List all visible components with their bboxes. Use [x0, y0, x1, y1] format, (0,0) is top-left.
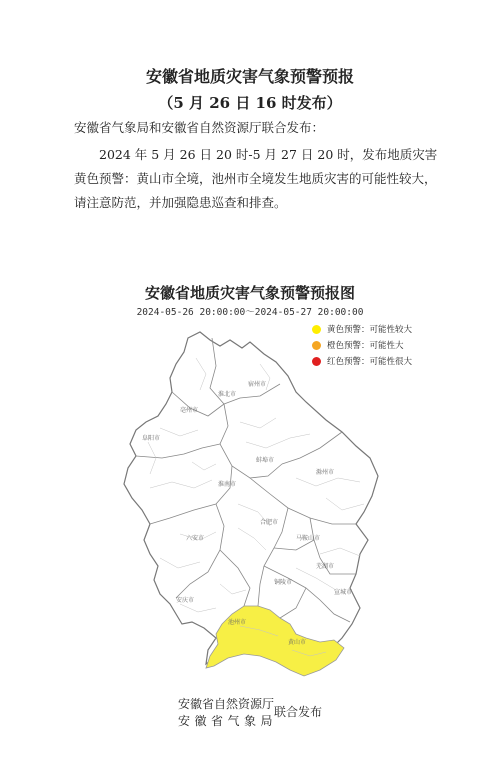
- city-label-huainan: 淮南市: [218, 481, 237, 488]
- orange-dot-icon: [312, 341, 321, 350]
- footer-joint-release: 联合发布: [274, 705, 323, 719]
- intro-text: 安徽省气象局和安徽省自然资源厅联合发布：: [74, 120, 325, 135]
- map-legend: [302, 320, 424, 368]
- city-label-bengbu: 蚌埠市: [256, 457, 275, 464]
- map-title: 安徽省地质灾害气象预警预报图: [144, 284, 355, 302]
- legend-item-orange: [302, 338, 424, 352]
- city-label-chizhou: 池州市: [228, 619, 247, 626]
- legend-item-yellow: [302, 322, 424, 336]
- city-label-wuhu: 芜湖市: [316, 563, 335, 570]
- city-label-maanshan: 马鞍山市: [296, 535, 321, 542]
- city-label-luan: 六安市: [186, 535, 205, 542]
- city-label-fuyang: 阜阳市: [142, 435, 161, 442]
- legend-label: 红色预警：可能性很大: [327, 357, 413, 367]
- yellow-dot-icon: [312, 325, 321, 334]
- city-label-bozhou: 亳州市: [180, 407, 199, 414]
- anhui-warning-map: [120, 318, 400, 678]
- legend-item-red: [302, 354, 424, 368]
- red-dot-icon: [312, 357, 321, 366]
- footer-org-meteorology: 安徽省气象局: [178, 714, 278, 728]
- city-label-huaibei: 淮北市: [218, 391, 237, 398]
- city-label-suzhou: 宿州市: [248, 381, 267, 388]
- page-subtitle: （5 月 26 日 16 时发布）: [158, 94, 342, 112]
- legend-label: 黄色预警：可能性较大: [327, 325, 413, 335]
- page-title: 安徽省地质灾害气象预警预报: [145, 67, 354, 86]
- legend-label: 橙色预警：可能性大: [327, 341, 404, 351]
- city-label-hefei: 合肥市: [260, 519, 279, 526]
- warning-paragraph: 2024 年 5 月 26 日 20 时-5 月 27 日 20 时，发布地质灾害黄色预警：黄山市全境，池州市全境发生地质灾害的可能性较大，请注意防范，并加强隐患巡查和排查。: [74, 147, 438, 210]
- city-label-xuancheng: 宣城市: [334, 589, 353, 596]
- city-label-anqing: 安庆市: [176, 597, 195, 604]
- city-label-huangshan: 黄山市: [288, 639, 307, 646]
- footer-org-resources: 安徽省自然资源厅: [178, 697, 275, 711]
- city-label-tongling: 铜陵市: [274, 579, 293, 586]
- city-label-chuzhou: 滁州市: [316, 469, 335, 476]
- map-time-range: 2024-05-26 20:00:00～2024-05-27 20:00:00: [136, 307, 364, 318]
